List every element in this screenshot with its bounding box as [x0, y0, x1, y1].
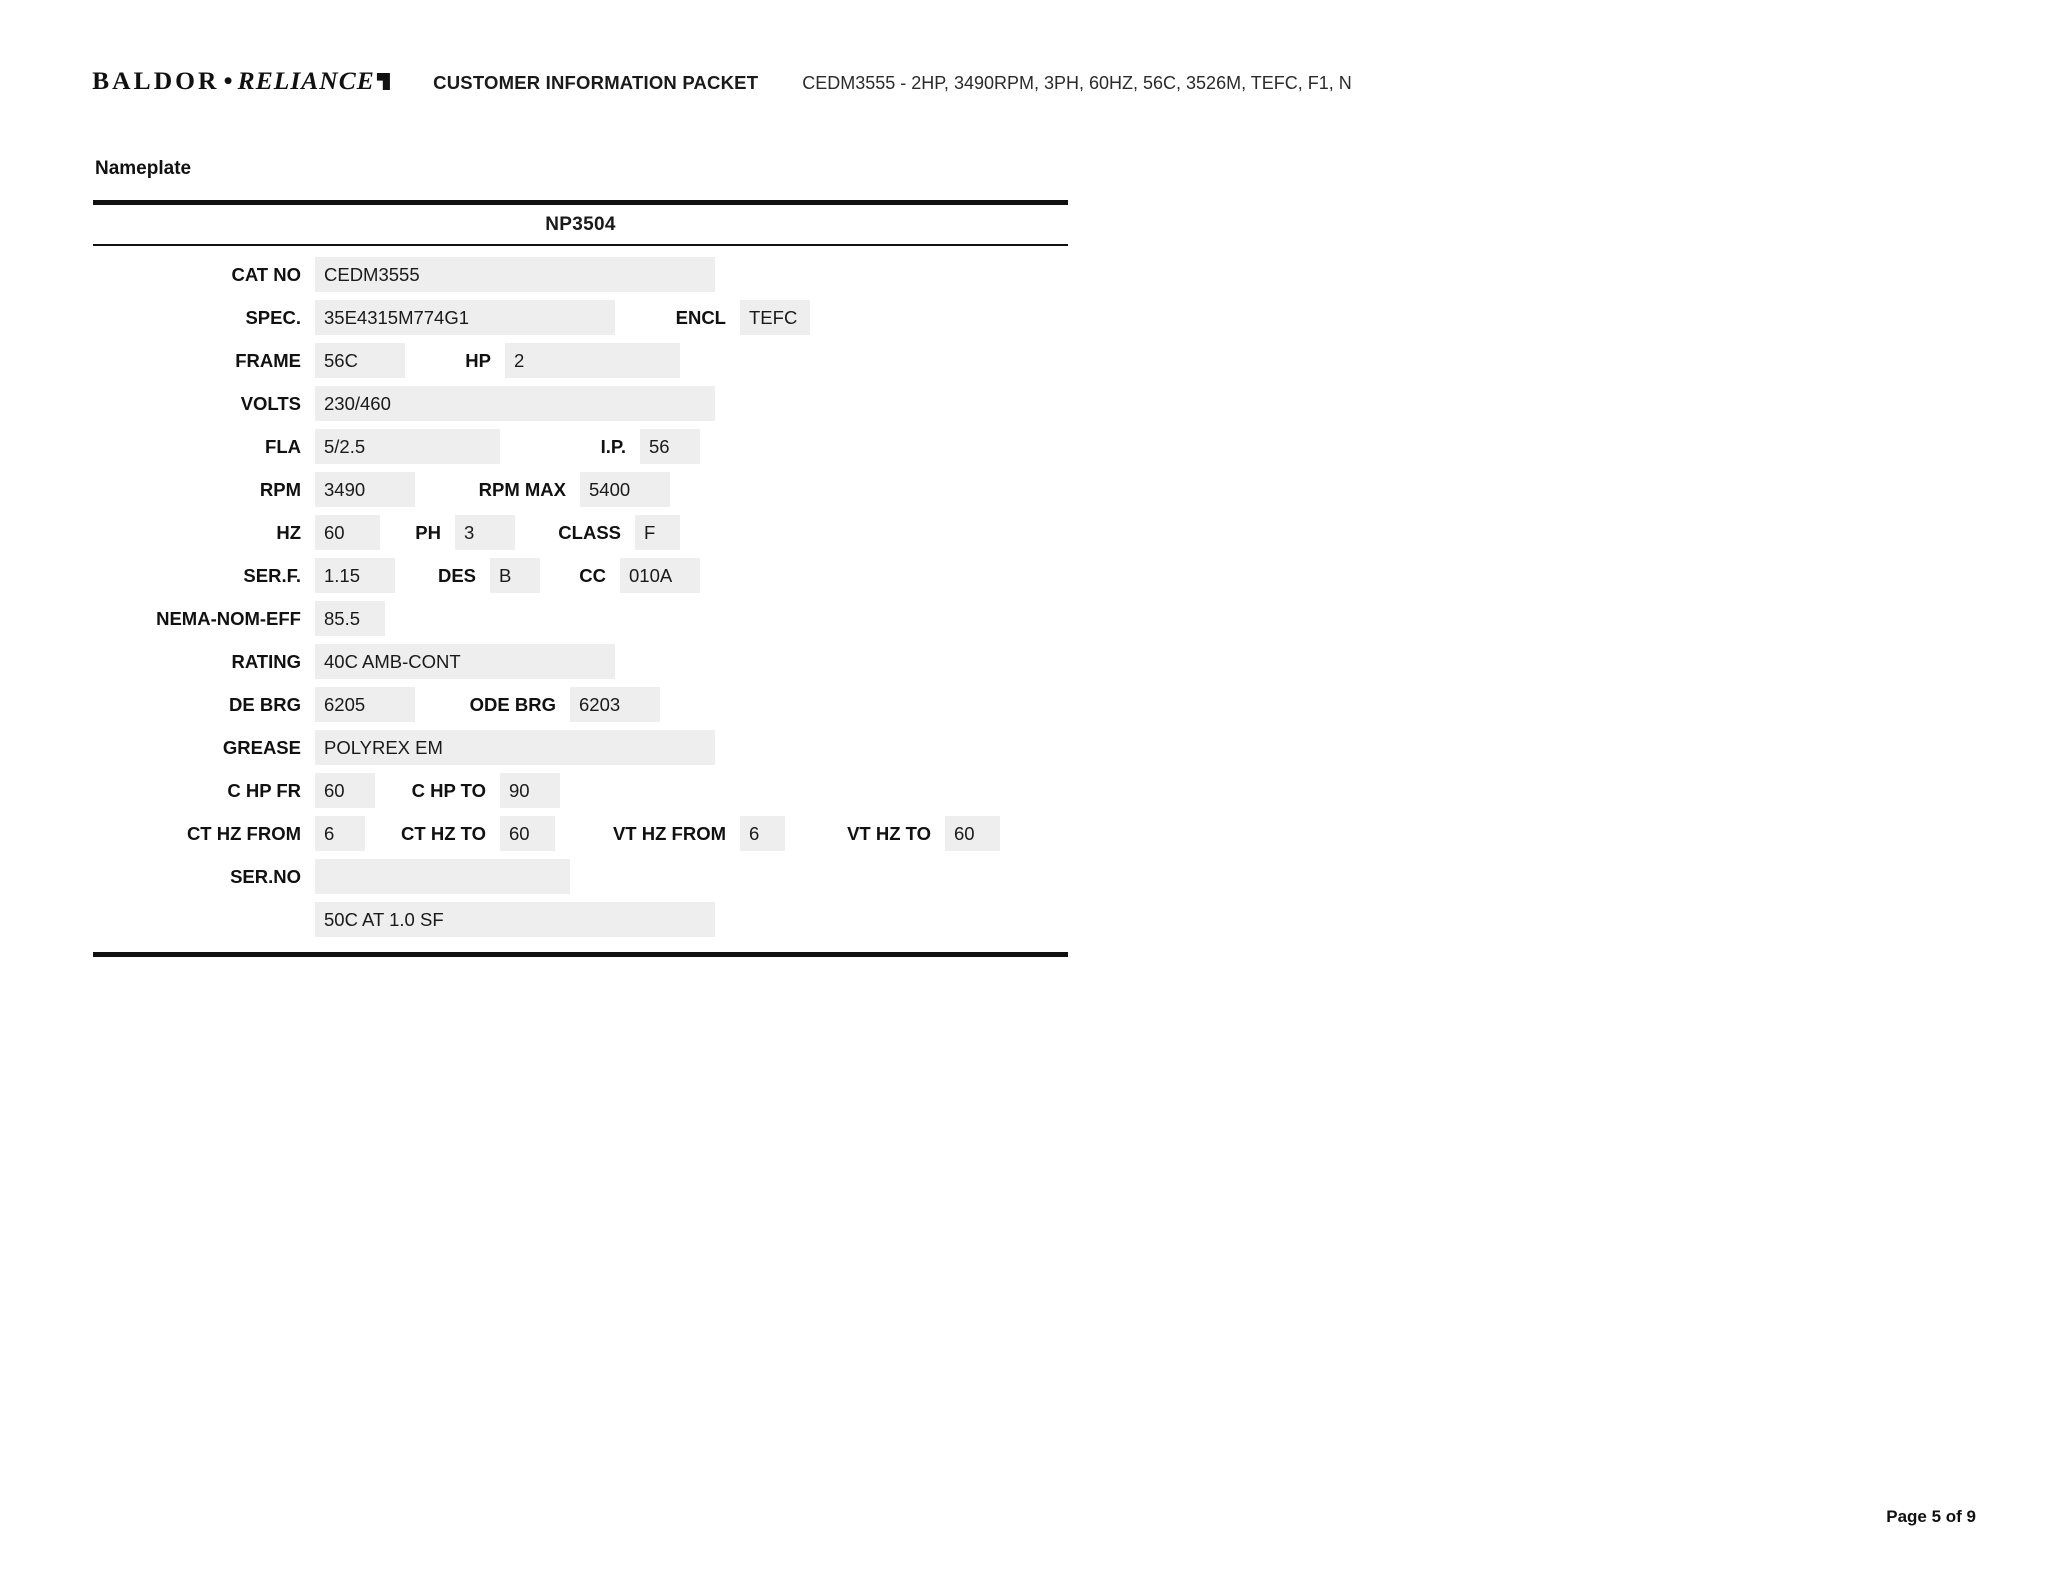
table-row	[93, 253, 1068, 296]
field-label: CLASS	[558, 521, 621, 543]
field-value: 1.15	[315, 558, 395, 593]
field-label: SER.NO	[230, 865, 301, 887]
table-row	[93, 855, 1068, 898]
field-label: CAT NO	[231, 263, 301, 285]
field-label: RPM MAX	[478, 478, 566, 500]
field-label: HP	[465, 349, 491, 371]
table-row	[93, 726, 1068, 769]
field-value: 6	[740, 816, 785, 851]
table-row	[93, 339, 1068, 382]
field-label: C HP TO	[411, 779, 486, 801]
nameplate-footer-note: 50C AT 1.0 SF	[315, 902, 715, 937]
field-label: VT HZ TO	[847, 822, 931, 844]
field-label: ENCL	[675, 306, 726, 328]
field-label: RATING	[231, 650, 301, 672]
field-value: 6203	[570, 687, 660, 722]
field-value: 90	[500, 773, 560, 808]
field-value: 60	[315, 515, 380, 550]
field-value: 60	[500, 816, 555, 851]
table-row	[93, 597, 1068, 640]
logo-baldor-text: BALDOR	[92, 68, 220, 95]
field-value: 5400	[580, 472, 670, 507]
field-label: CT HZ TO	[401, 822, 486, 844]
field-label: FLA	[265, 435, 301, 457]
field-label: C HP FR	[227, 779, 301, 801]
field-label: CC	[579, 564, 606, 586]
field-value: 3490	[315, 472, 415, 507]
field-label: FRAME	[235, 349, 301, 371]
field-value	[315, 859, 570, 894]
section-heading: Nameplate	[95, 158, 192, 179]
table-row	[93, 683, 1068, 726]
table-row	[93, 296, 1068, 339]
table-row	[93, 382, 1068, 425]
table-row	[93, 425, 1068, 468]
field-value: 56	[640, 429, 700, 464]
table-row	[93, 898, 1068, 940]
field-value: F	[635, 515, 680, 550]
table-bottom-rule	[93, 952, 1068, 957]
field-value: 230/460	[315, 386, 715, 421]
field-label: SER.F.	[243, 564, 301, 586]
field-value: 6205	[315, 687, 415, 722]
logo-separator-dot: •	[223, 68, 234, 95]
field-label: ODE BRG	[469, 693, 556, 715]
field-label: VT HZ FROM	[612, 822, 726, 844]
field-label: CT HZ FROM	[186, 822, 301, 844]
field-value: CEDM3555	[315, 257, 715, 292]
table-row	[93, 812, 1068, 855]
table-row	[93, 468, 1068, 511]
field-label: NEMA-NOM-EFF	[156, 607, 301, 629]
field-value: TEFC	[740, 300, 810, 335]
table-row	[93, 640, 1068, 683]
field-value: 6	[315, 816, 365, 851]
field-label: HZ	[276, 521, 301, 543]
field-value: 010A	[620, 558, 700, 593]
page-header	[92, 68, 1953, 96]
field-value: 40C AMB-CONT	[315, 644, 615, 679]
logo-reliance-text: RELIANCE	[237, 68, 375, 95]
field-value: 60	[315, 773, 375, 808]
field-label: I.P.	[600, 435, 626, 457]
field-label: SPEC.	[245, 306, 301, 328]
field-value: POLYREX EM	[315, 730, 715, 765]
field-value: B	[490, 558, 540, 593]
field-value: 85.5	[315, 601, 385, 636]
field-label: RPM	[259, 478, 301, 500]
field-value: 56C	[315, 343, 405, 378]
table-row	[93, 554, 1068, 597]
logo-mark-icon	[377, 73, 390, 90]
field-value: 60	[945, 816, 1000, 851]
field-value: 5/2.5	[315, 429, 500, 464]
field-value: 3	[455, 515, 515, 550]
field-label: PH	[415, 521, 441, 543]
document-subtitle: CEDM3555 - 2HP, 3490RPM, 3PH, 60HZ, 56C, 3526M, TEFC, F1, N	[802, 73, 1352, 93]
baldor-reliance-logo	[92, 68, 390, 96]
nameplate-id: NP3504	[545, 214, 616, 235]
field-value: 35E4315M774G1	[315, 300, 615, 335]
document-title: CUSTOMER INFORMATION PACKET	[433, 72, 759, 93]
field-label: GREASE	[222, 736, 301, 758]
field-value: 2	[505, 343, 680, 378]
field-label: DES	[437, 564, 476, 586]
nameplate-table	[93, 200, 1068, 957]
field-label: DE BRG	[229, 693, 301, 715]
field-label: VOLTS	[240, 392, 301, 414]
page-number: Page 5 of 9	[1886, 1507, 1976, 1526]
nameplate-rows	[93, 246, 1068, 946]
table-row	[93, 511, 1068, 554]
table-row	[93, 769, 1068, 812]
